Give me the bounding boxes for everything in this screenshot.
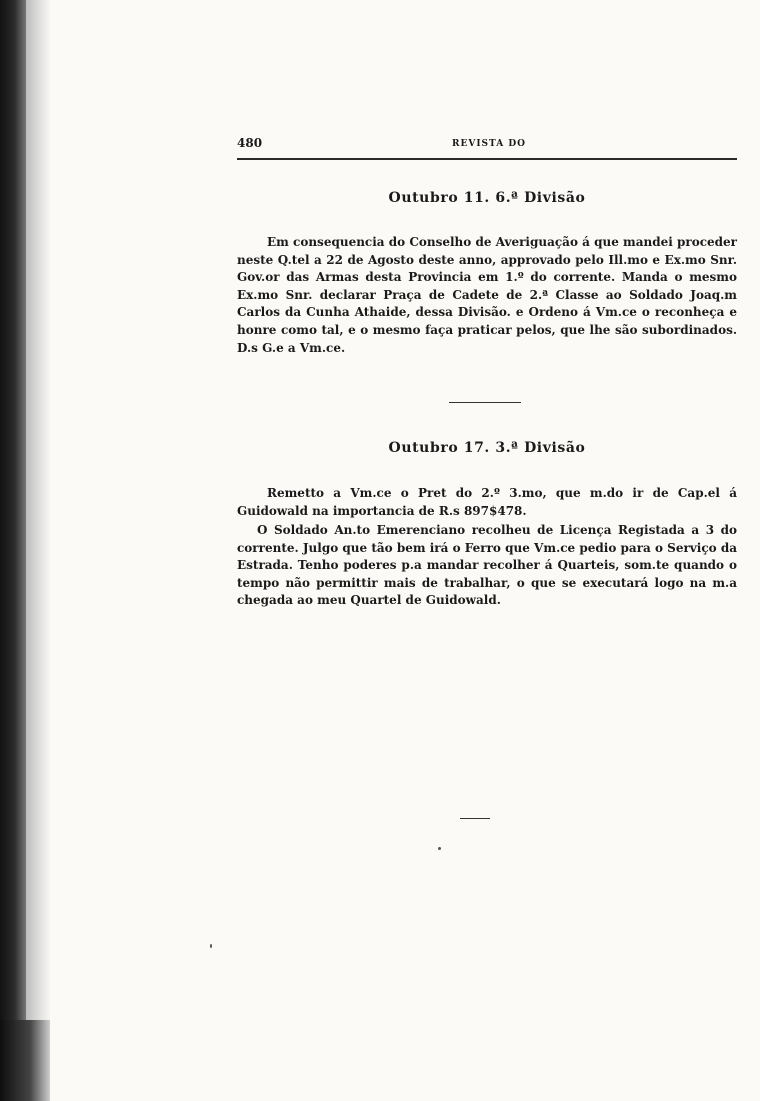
page-number: 480 bbox=[237, 136, 263, 150]
section-title: Outubro 17. 3.ª Divisão bbox=[388, 440, 586, 456]
section-paragraph: Remetto a Vm.ce o Pret do 2.º 3.mo, que m.do ir de Cap.el á Guidowald na importancia de R.s 897$478. bbox=[237, 486, 737, 518]
section-paragraph: Em consequencia do Conselho de Averiguação á que mandei proceder neste Q.tel a 22 de Agosto deste anno, approvado pelo Ill.mo e Ex.mo Snr. Gov.or das Armas desta Provincia em 1.º do corrente. Manda o mesmo Ex.mo Snr. declarar Praça de Cadete de 2.ª Classe ao Soldado Joaq.m Carlos da Cunha Athaide, dessa Divisão. e Ordeno á Vm.ce o reconheça e honre como tal, e o mesmo faça praticar pelos, que lhe são subordinados. D.s G.e a Vm.ce. bbox=[237, 235, 737, 355]
section-paragraph: O Soldado An.to Emerenciano recolheu de Licença Registada a 3 do corrente. Julgo que tão bem irá o Ferro que Vm.ce pedio para o Serviço da Estrada. Tenho poderes p.a mandar recolher á Quarteis, som.te quando o tempo não permittir mais de trabalhar, o que se executará logo na m.a chegada ao meu Quartel de Guidowald. bbox=[237, 523, 737, 608]
section-divider bbox=[449, 402, 521, 403]
header-rule bbox=[237, 158, 737, 160]
page-header bbox=[237, 136, 737, 158]
paper-speck bbox=[438, 847, 441, 850]
end-rule bbox=[460, 818, 490, 819]
book-spine-corner bbox=[0, 1020, 50, 1101]
section-title: Outubro 11. 6.ª Divisão bbox=[388, 190, 586, 206]
book-gutter bbox=[26, 0, 50, 1101]
book-spine-shadow bbox=[0, 0, 26, 1101]
running-head: REVISTA DO bbox=[452, 139, 526, 149]
paper-speck bbox=[210, 944, 212, 948]
